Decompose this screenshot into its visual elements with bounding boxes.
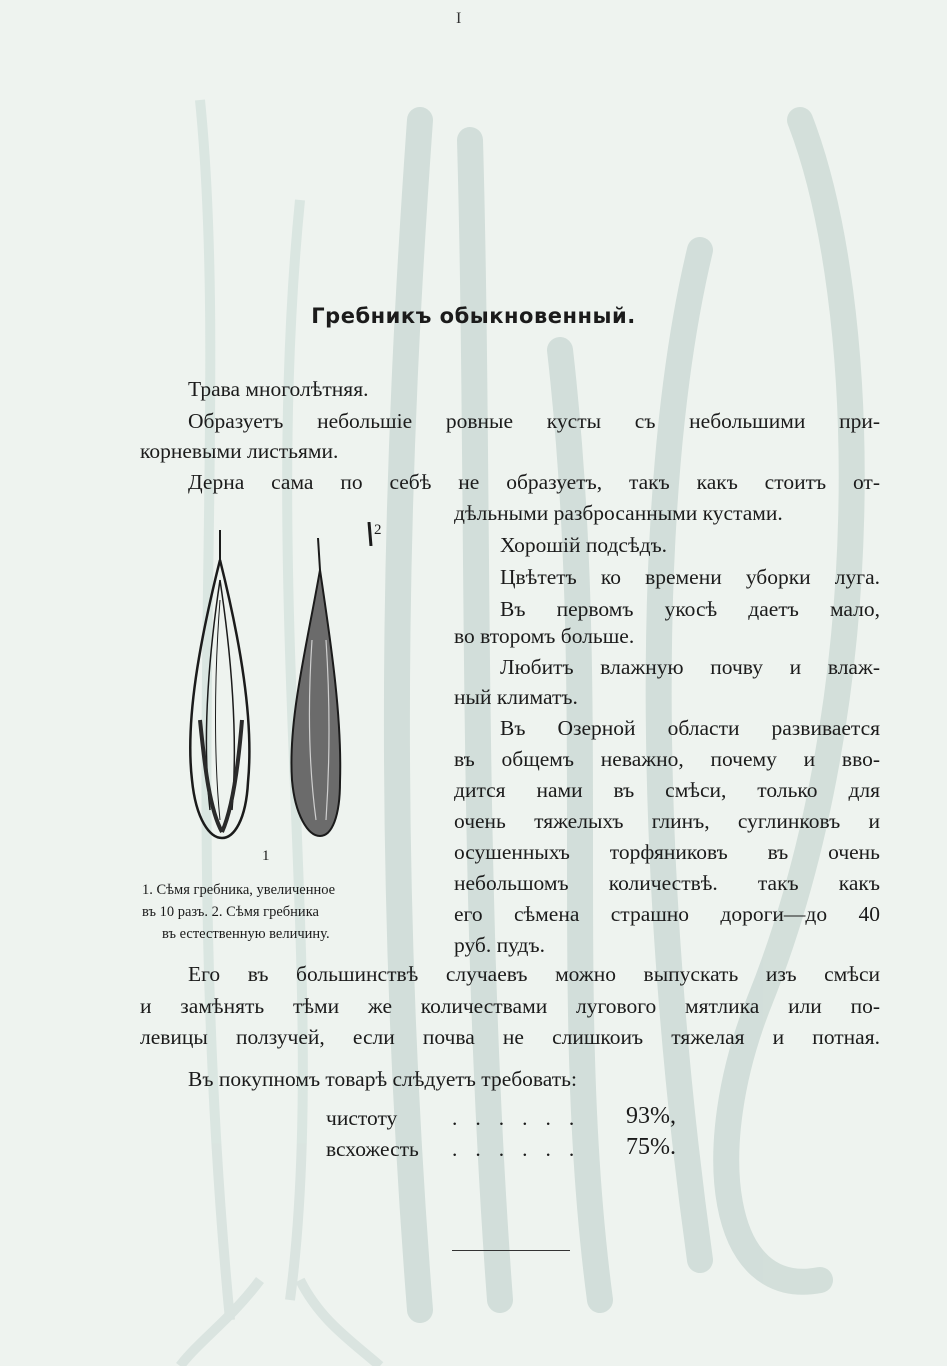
text-line: осушенныхъ торфяниковъ въ очень — [454, 840, 880, 864]
seed-illustration — [180, 520, 380, 850]
leader-dots: ...... — [452, 1106, 593, 1130]
text-line: дится нами въ смѣси, только для — [454, 778, 880, 802]
text-line: ный климатъ. — [454, 685, 578, 709]
text-line: очень тяжелыхъ глинъ, суглинковъ и — [454, 809, 880, 833]
figure-label-2: 2 — [374, 522, 382, 538]
text-line: Дерна сама по себѣ не образуетъ, такъ какъ стоитъ от- — [188, 470, 880, 494]
text-line: корневыми листьями. — [140, 439, 339, 463]
text-line: Въ покупномъ товарѣ слѣдуетъ требовать: — [188, 1067, 577, 1091]
text-line: во второмъ больше. — [454, 624, 635, 648]
requirement-name: чистоту — [326, 1106, 398, 1130]
requirement-value: 93%, — [626, 1103, 676, 1129]
text-line: руб. пудъ. — [454, 933, 545, 957]
figure-caption-line: 1. Сѣмя гребника, увеличенное — [142, 882, 336, 898]
text-line: его сѣмена страшно дороги—до 40 — [454, 902, 880, 926]
text-line: Въ первомъ укосѣ даетъ мало, — [500, 597, 880, 621]
figure-caption-line: въ 10 разъ. 2. Сѣмя гребника — [142, 904, 319, 920]
text-line: Въ Озерной области развивается — [500, 716, 880, 740]
requirement-name: всхожесть — [326, 1137, 419, 1161]
text-line: дѣльными разбросанными кустами. — [454, 501, 783, 525]
closing-rule — [452, 1250, 570, 1251]
text-line: Цвѣтетъ ко времени уборки луга. — [500, 565, 880, 589]
text-line: левицы ползучей, если почва не слишкоиъ тяжелая и потная. — [140, 1025, 880, 1049]
text-line: небольшомъ количествѣ. такъ какъ — [454, 871, 880, 895]
seed-2-natural — [291, 538, 340, 836]
text-line: Трава многолѣтняя. — [188, 377, 369, 401]
figure-label-1: 1 — [262, 848, 270, 864]
text-line: Образуетъ небольшiе ровные кусты съ небольшими при- — [188, 409, 880, 433]
text-line: Хорошiй подсѣдъ. — [500, 533, 668, 557]
text-line: Его въ большинствѣ случаевъ можно выпускать изъ смѣси — [188, 962, 880, 986]
text-line: и замѣнять тѣми же количествами лугового мятлика или по- — [140, 994, 880, 1018]
text-line: Любитъ влажную почву и влаж- — [500, 655, 880, 679]
requirement-value: 75%. — [626, 1134, 676, 1160]
page-folio: I — [456, 10, 462, 27]
figure-caption-line: въ естественную величину. — [162, 926, 330, 942]
seed-1-magnified — [190, 530, 249, 838]
leader-dots: ...... — [452, 1137, 593, 1161]
article-title: Гребникъ обыкновенный. — [311, 304, 636, 328]
text-line: въ общемъ неважно, почему и вво- — [454, 747, 880, 771]
seed-2-small-mark — [366, 522, 374, 546]
